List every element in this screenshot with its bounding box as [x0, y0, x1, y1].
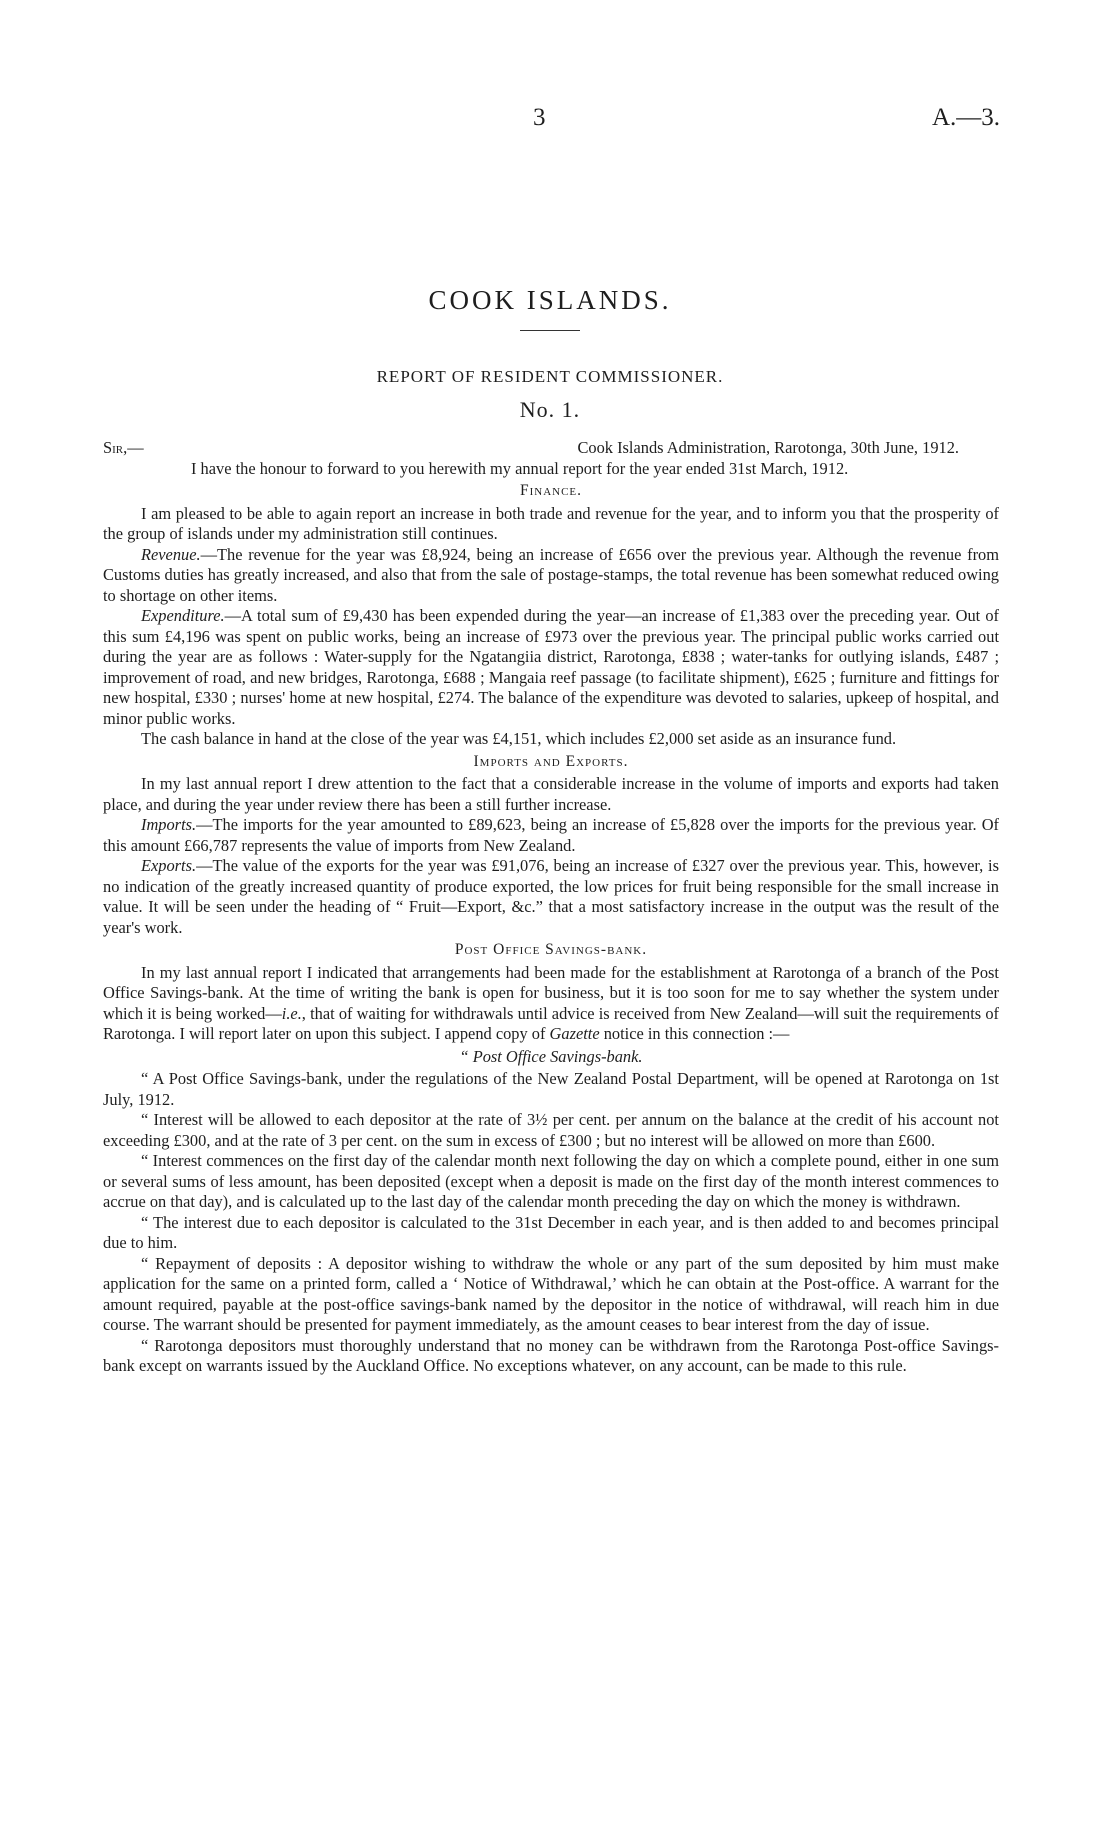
expenditure-text: —A total sum of £9,430 has been expended during the year—an increase of £1,383 over the preceding year. Out of this sum £4,196 was spent on public works, being an increase of £973 over the previous year. The principal public works carried out during the year are as follows : Water-supply for the Ngatangiia district, Rarotonga, £838 ; water-tanks for outlying islands, £487 ; improvement of road, and new bridges, Rarotonga, £688 ; Mangaia reef passage (to facilitate shipment), £625 ; furniture and fittings for new hospital, £330 ; nurses' home at new hospital, £274. The balance of the expenditure was devoted to salaries, upkeep of hospital, and minor public works. — [103, 606, 999, 728]
imports-label: Imports. — [141, 815, 197, 834]
notice-paragraph: “ Repayment of deposits : A depositor wishing to withdraw the whole or any part of the sum deposited by him must make application for the same on a printed form, called a ‘ Notice of Withdrawal,’ which he can obtain at the Post-office. A warrant for the amount required, payable at the post-office savings-bank named by the depositor in the notice of withdrawal, will reach him in due course. The warrant should be presented for payment immediately, as the amount ceases to bear interest from the day of issue. — [103, 1253, 999, 1334]
notice-paragraph: “ Interest commences on the first day of the calendar month next following the day on which a complete pound, either in one sum or several sums of less amount, has been deposited (except when a deposit is made on the first day of the month interest commences to accrue on that day), and is calculated up to the last day of the calendar month preceding the day on which the money is withdrawn. — [103, 1151, 999, 1211]
section-heading-imports-exports: Imports and Exports. — [473, 752, 629, 770]
imports-paragraph — [103, 815, 999, 856]
finance-paragraph: I am pleased to be able to again report an increase in both trade and revenue for the year, and to inform you that the prosperity of the group of islands under my administration still continues. — [103, 503, 999, 543]
salutation: Sir,— — [103, 438, 144, 457]
savings-text-b: , that of waiting for withdrawals until advice is received from New Zealand—will suit the requirements of Rarotonga. I will report later on upon this subject. I append copy of — [103, 1003, 999, 1043]
salutation-line — [103, 438, 999, 459]
notice-paragraph: “ A Post Office Savings-bank, under the regulations of the New Zealand Postal Department, will be opened at Rarotonga on 1st July, 1912. — [103, 1069, 999, 1109]
revenue-paragraph — [103, 545, 999, 607]
page-header — [0, 104, 1114, 136]
document-reference: A.—3. — [931, 104, 1000, 131]
sender-address: Cook Islands Administration, Rarotonga, 30th June, 1912. — [577, 438, 959, 457]
report-subtitle: REPORT OF RESIDENT COMMISSIONER. — [376, 367, 724, 386]
section-heading-savings-bank: Post Office Savings-bank. — [454, 941, 648, 958]
section-heading-finance: Finance. — [519, 482, 583, 499]
savings-text-a: In my last annual report I indicated that arrangements had been made for the establishment at Rarotonga of a branch of the Post Office Savings-bank. At the time of writing the bank is open for business, but it is too soon for me to say whether the system under which it is being worked— — [103, 962, 999, 1023]
page-number: 3 — [533, 104, 546, 131]
expenditure-paragraph — [103, 606, 999, 729]
trade-paragraph: In my last annual report I drew attention to the fact that a considerable increase in the volume of imports and exports had taken place, and during the year under review there has been a still further increase. — [103, 774, 999, 814]
exports-label: Exports. — [141, 856, 197, 875]
savings-text-c: notice in this connection :— — [599, 1024, 790, 1043]
savings-text-ie: i.e. — [281, 1003, 302, 1023]
exports-paragraph — [103, 856, 999, 938]
title-divider — [520, 330, 580, 331]
intro-paragraph: I have the honour to forward to you herewith my annual report for the year ended 31st March, 1912. — [191, 458, 849, 478]
exports-text: —The value of the exports for the year was £91,076, being an increase of £327 over the previous year. This, however, is no indication of the greatly increased quantity of produce exported, the low prices for fruit being responsible for the small increase in value. It will be seen under the heading of “ Fruit—Export, &c.” that a most satisfactory increase in the output was the result of the year's work. — [103, 856, 999, 937]
cash-balance-paragraph: The cash balance in hand at the close of the year was £4,151, which includes £2,000 set aside as an insurance fund. — [141, 729, 897, 748]
page-title: COOK ISLANDS. — [428, 285, 672, 315]
notice-paragraph: “ The interest due to each depositor is calculated to the 31st December in each year, and is then added to and becomes principal due to him. — [103, 1212, 999, 1252]
gazette-word: Gazette — [549, 1024, 600, 1043]
expenditure-label: Expenditure. — [141, 606, 225, 625]
report-body — [103, 438, 999, 1377]
imports-text: —The imports for the year amounted to £89,623, being an increase of £5,828 over the imports for the previous year. Of this amount £66,787 represents the value of imports from New Zealand. — [103, 815, 999, 855]
revenue-text: —The revenue for the year was £8,924, being an increase of £656 over the previous year. Although the revenue from Customs duties has greatly increased, and also that from the sale of postage-stamps, the total revenue has been somewhat reduced owing to shortage on other items. — [103, 544, 999, 605]
revenue-label: Revenue. — [141, 544, 201, 564]
report-number: No. 1. — [519, 397, 581, 422]
notice-paragraph: “ Rarotonga depositors must thoroughly understand that no money can be withdrawn from the Rarotonga Post-office Savings-bank except on warrants issued by the Auckland Office. No exceptions whatever, on any account, can be made to this rule. — [103, 1335, 999, 1375]
savings-bank-paragraph — [103, 963, 999, 1045]
gazette-notice-title: “ Post Office Savings-bank. — [459, 1046, 643, 1066]
notice-paragraph: “ Interest will be allowed to each depositor at the rate of 3½ per cent. per annum on the balance at the credit of his account not exceeding £300, and at the rate of 3 per cent. on the sum in excess of £300 ; but no interest will be allowed on more than £600. — [103, 1110, 999, 1150]
